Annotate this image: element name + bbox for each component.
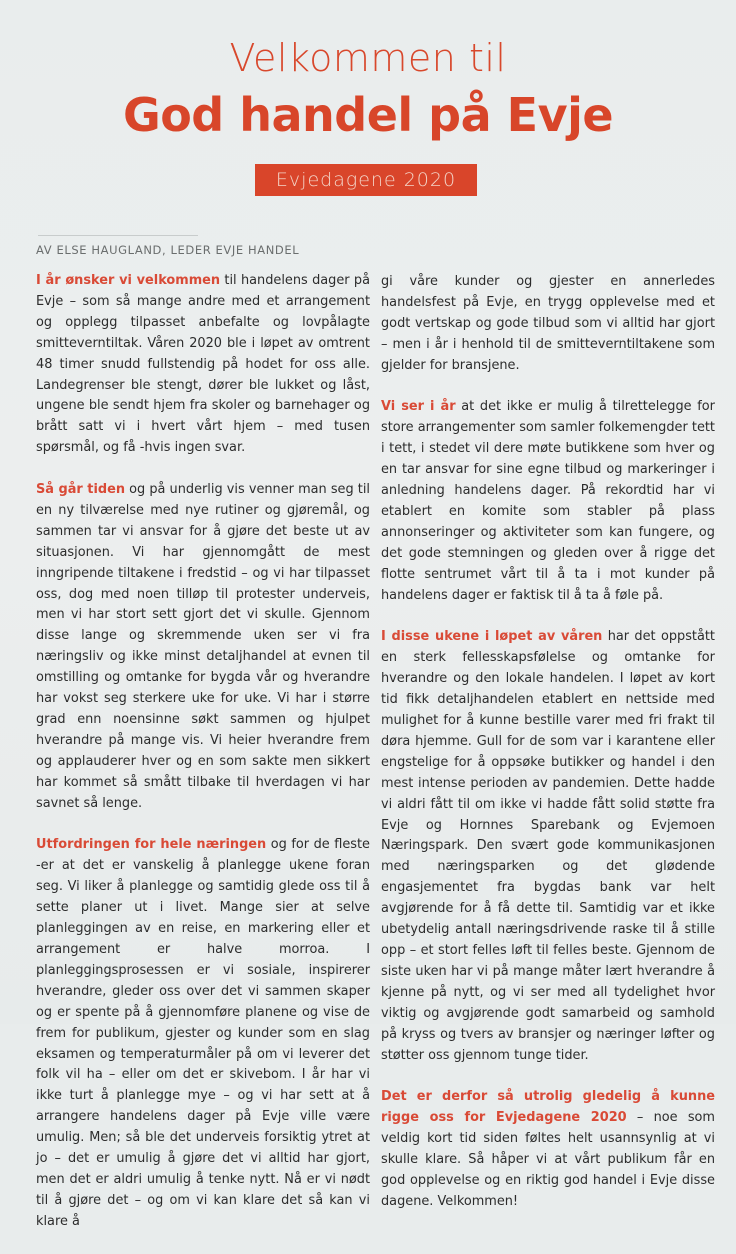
paragraph-lead: Det er derfor så utrolig gledelig å kunne rigge oss for Evjedagene 2020: [381, 1089, 715, 1126]
event-badge: Evjedagene 2020: [255, 164, 477, 196]
byline: AV ELSE HAUGLAND, LEDER EVJE HANDEL: [36, 243, 300, 257]
paragraph-text: og for de fleste -er at det er vanskelig å planlegge ukene foran seg. Vi liker å planlegge og samtidig glede oss til å sette planer ut i livet. Mange sier at selve planleggingen av en reise, en markering eller et arrangement er halve morroa. I planleggingsprosessen er vi sosiale, inspirerer hverandre, gleder oss over det vi sammen skaper og er spente på å gjennomføre planene og vise de frem for publikum, gjester og kunder som en slag eksamen og temperaturmåler på om vi leverer det folk vil ha – eller om det er skivebom. I år har vi ikke turt å planlegge mye – og vi har sett at å arrangere handelens dager på Evje ville være umulig. Men; så ble det underveis forsiktig ytret at jo – det er umulig å gjøre det vi alltid har gjort, men det er aldri umulig å tenke nytt. Nå er vi nødt til å gjøre det – og om vi kan klare det så kan vi klare å: [36, 837, 370, 1229]
paragraph-lead: I år ønsker vi velkommen: [36, 273, 221, 288]
byline-divider: [38, 235, 198, 236]
paragraph-text: til handelens dager på Evje – som så mange andre med et arrangement og opplegg tilpasset anbefalte og lovpålagte smitteverntiltak. Våren 2020 ble i løpet av omtrent 48 timer snudd fullstendig på hodet for oss alle. Landegrenser ble stengt, dører ble lukket og låst, ungene ble sendt hjem fra skoler og barnehager og brått satt vi i hvert vårt hjem – med tusen spørsmål, og få -hvis ingen svar.: [36, 273, 370, 456]
article-paragraph: [381, 272, 715, 377]
article-paragraph: [36, 271, 370, 459]
paragraph-text: – noe som veldig kort tid siden føltes helt usannsynlig at vi skulle klare. Så håper vi at vårt publikum får en god opplevelse og en riktig god handel i Evje disse dagene. Velkommen!: [381, 1110, 715, 1209]
paragraph-text: at det ikke er mulig å tilrettelegge for store arrangementer som samler folkemengder tett i tett, i stedet vil dere møte butikkene som hver og en tar ansvar for sine egne tilbud og markeringer i anledning handelens dager. På rekordtid har vi etablert en komite som stabler på plass annonseringer og aktiviteter som kan fungere, og det gode stemningen og gleden over å rigge det flotte sentrumet vårt til å ta i mot kunder på handelens dager er faktisk til å ta å føle på.: [381, 399, 715, 603]
page-kicker: Velkommen til: [229, 36, 507, 80]
article-paragraph: [36, 480, 370, 815]
article-paragraph: [381, 397, 715, 606]
paragraph-lead: Vi ser i år: [381, 399, 456, 415]
article-paragraph: [381, 1087, 715, 1212]
paragraph-text: har det oppstått en sterk fellesskapsfølelse og omtanke for hverandre og den lokale handelen. I løpet av kort tid fikk detaljhandelen etablert en nettside med mulighet for å kunne bestille varer med fri frakt til døra hjemme. Gull for de som var i karantene eller engstelige for å oppsøke butikker og handel i den mest intense perioden av pandemien. Dette hadde vi aldri fått til om ikke vi hadde fått solid støtte fra Evje og Hornnes Sparebank og Evjemoen Næringspark. Den svært gode kommunikasjonen med næringsparken og det glødende engasjementet fra bygdas bank var helt avgjørende for å få dette til. Samtidig var et ikke ubetydelig antall næringsdrivende raske til å stille opp – et stort felles løft til felles beste. Gjennom de siste uken har vi på mange måter lært hverandre å kjenne på nytt, og vi ser med all tydelighet hvor viktig og avgjørende godt samarbeid og samhold på kryss og tvers av bransjer og næringer løfter og støtter oss gjennom tunge tider.: [381, 629, 715, 1063]
article-column-left: [36, 271, 370, 1254]
article-column-right: [381, 272, 715, 1234]
paragraph-lead: Så går tiden: [36, 482, 126, 498]
article-paragraph: [381, 627, 715, 1066]
paragraph-lead: I disse ukene i løpet av våren: [381, 629, 603, 645]
article-paragraph: [36, 835, 370, 1232]
paragraph-text: gi våre kunder og gjester en annerledes handelsfest på Evje, en trygg opplevelse med et godt vertskap og gode tilbud som vi alltid har gjort – men i år i henhold til de smitteverntiltakene som gjelder for bransjene.: [381, 274, 715, 373]
paragraph-text: og på underlig vis venner man seg til en ny tilværelse med nye rutiner og gjøremål, og sammen tar vi ansvar for å gjøre det beste ut av situasjonen. Vi har gjennomgått de mest inngripende tiltakene i fredstid – og vi har tilpasset oss, dog med noen tilløp til protester underveis, men vi har stort sett gjort det vi skulle. Gjennom disse lange og skremmende uken ser vi fra næringsliv og ikke minst detaljhandel at evnen til omstilling og omtanke for bygda vår og hverandre har vokst seg sterkere uke for uke. Vi har i større grad enn noensinne søkt sammen og hjulpet hverandre på mange vis. Vi heier hverandre frem og applauderer hver og en som sakte men sikkert har kommet så smått tilbake til hverdagen vi har savnet så lenge.: [36, 482, 370, 811]
paragraph-lead: Utfordringen for hele næringen: [36, 837, 267, 853]
page-title: God handel på Evje: [122, 88, 614, 142]
